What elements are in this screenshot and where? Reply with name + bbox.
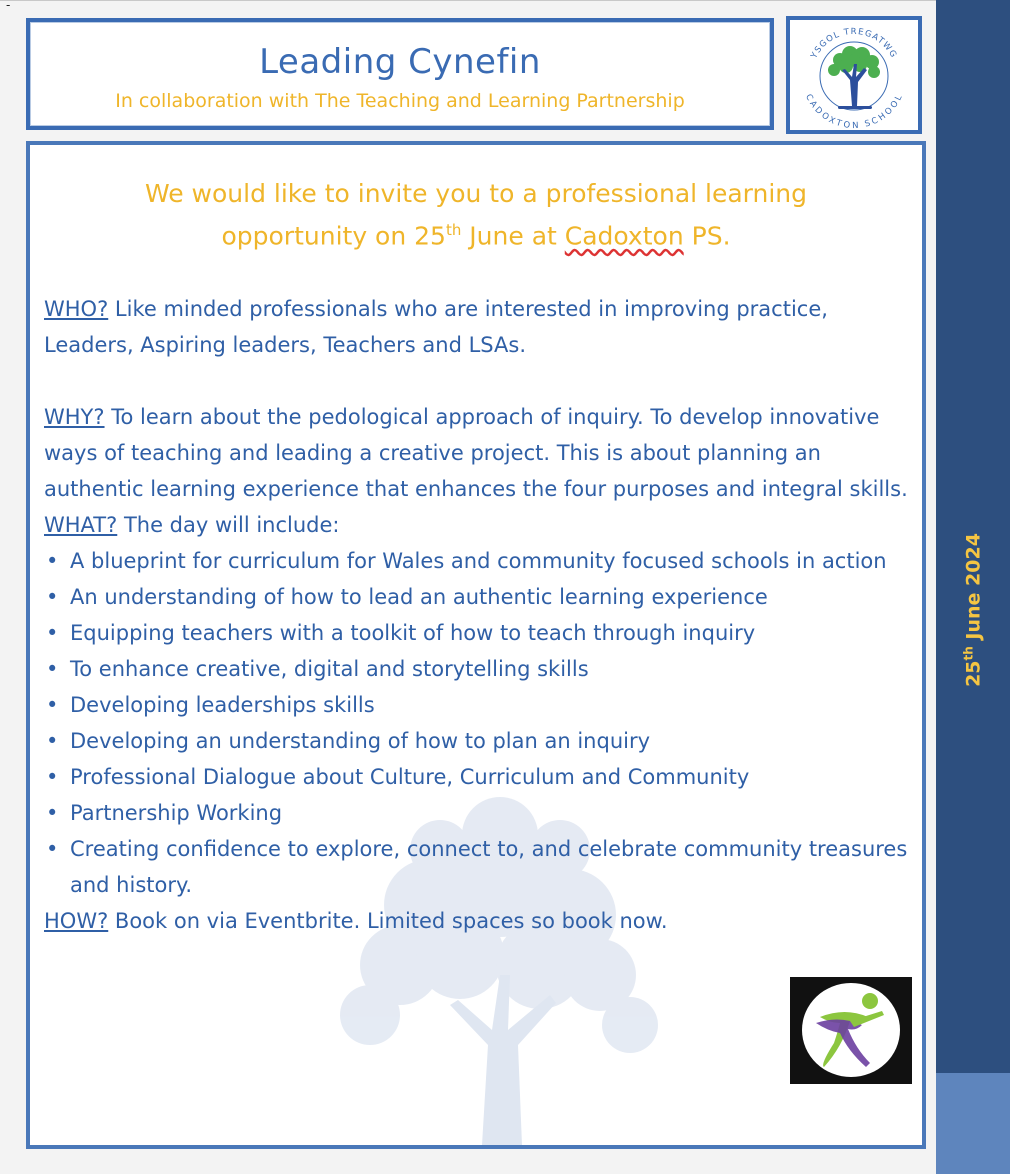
why-paragraph: [44, 399, 914, 507]
why-text: To learn about the pedological approach of inquiry. To develop innovative ways of teaching and leading a creative project. This is about planning an authentic learning experience that enhances the four purposes and integral skills.: [44, 405, 908, 501]
invite-date-text: opportunity on 25: [221, 221, 446, 251]
invite-mid-text: June at: [461, 221, 565, 251]
list-item: • An understanding of how to lead an authentic learning experience: [44, 579, 914, 615]
school-tree-logo-icon: [790, 20, 918, 130]
invite-line-2: [30, 212, 922, 254]
date-rest: June 2024: [962, 533, 985, 647]
school-logo: [786, 16, 922, 134]
invite-place: Cadoxton: [564, 221, 684, 251]
sidebar-bottom-block: [936, 1073, 1010, 1174]
list-item: • Developing an understanding of how to plan an inquiry: [44, 723, 914, 759]
who-paragraph: [44, 291, 914, 363]
invitation-text: [30, 175, 922, 254]
list-item: • To enhance creative, digital and storytelling skills: [44, 651, 914, 687]
how-text: Book on via Eventbrite. Limited spaces so book now.: [108, 909, 668, 933]
who-text: Like minded professionals who are interested in improving practice, Leaders, Aspiring leaders, Teachers and LSAs.: [44, 297, 828, 357]
date-day: 25: [962, 660, 985, 687]
what-paragraph: [44, 507, 914, 543]
corner-mark: -: [6, 0, 11, 12]
list-item: • Equipping teachers with a toolkit of how to teach through inquiry: [44, 615, 914, 651]
list-item: • Developing leaderships skills: [44, 687, 914, 723]
how-label: HOW?: [44, 909, 109, 933]
what-text: The day will include:: [117, 513, 340, 537]
how-paragraph: [44, 903, 914, 939]
header-box: [26, 18, 774, 130]
invite-post-text: PS.: [683, 221, 731, 251]
page-subtitle: In collaboration with The Teaching and Learning Partnership: [115, 90, 685, 112]
sidebar-date: [961, 533, 984, 687]
invite-date-sup: th: [445, 221, 462, 239]
top-rule: [0, 0, 936, 1]
logo-text-bottom: CADOXTON SCHOOL: [803, 92, 905, 130]
list-item: • Creating confidence to explore, connect to, and celebrate community treasures and history.: [44, 831, 914, 903]
right-sidebar: [936, 0, 1010, 1174]
what-list: [44, 543, 914, 903]
page-title: Leading Cynefin: [259, 42, 541, 82]
list-item: • Professional Dialogue about Culture, Curriculum and Community: [44, 759, 914, 795]
invite-line-1: We would like to invite you to a professional learning: [144, 179, 808, 208]
list-item: • Partnership Working: [44, 795, 914, 831]
date-sup: th: [961, 646, 976, 661]
list-item: • A blueprint for curriculum for Wales and community focused schools in action: [44, 543, 914, 579]
details-section: [44, 291, 914, 939]
runner-icon: [790, 977, 912, 1084]
who-label: WHO?: [44, 297, 109, 321]
what-label: WHAT?: [44, 513, 118, 537]
partnership-logo: [790, 977, 912, 1084]
logo-text-top: YSGOL TREGATWG: [809, 26, 899, 61]
why-label: WHY?: [44, 405, 105, 429]
